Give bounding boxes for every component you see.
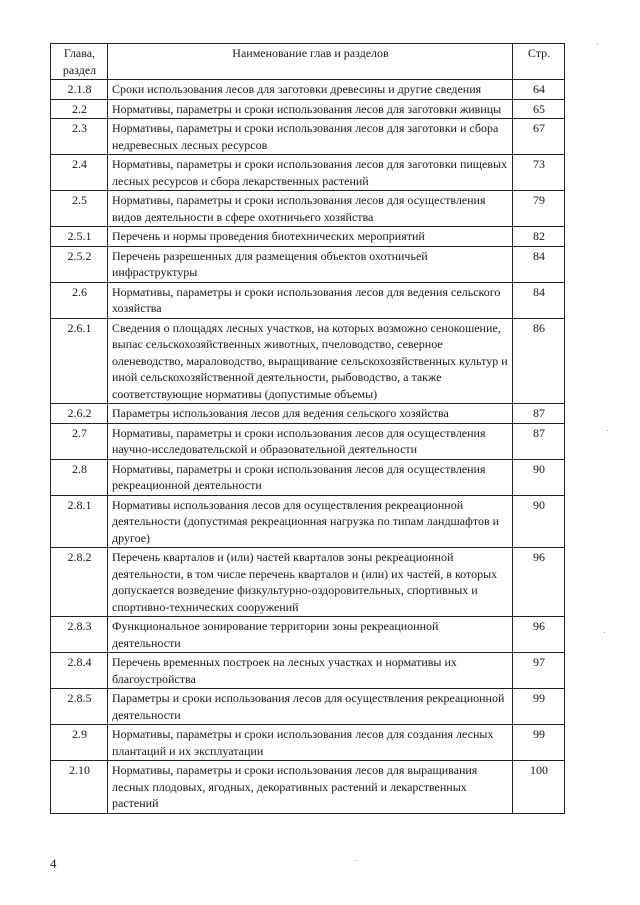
scan-speck: [355, 860, 356, 861]
header-section: Глава, раздел: [51, 44, 108, 80]
header-title: Наименование глав и разделов: [108, 44, 513, 80]
section-title: Сроки использования лесов для заготовки древесины и другие сведения: [108, 80, 513, 100]
section-title: Нормативы, параметры и сроки использования лесов для осуществления видов деятельности в сфере охотничьего хозяйства: [108, 191, 513, 227]
section-title: Перечень временных построек на лесных участках и нормативы их благоустройства: [108, 653, 513, 689]
section-page: 96: [513, 548, 565, 617]
contents-row: [51, 155, 565, 191]
section-number: 2.8.4: [51, 653, 108, 689]
contents-row: [51, 227, 565, 247]
section-number: 2.7: [51, 423, 108, 459]
section-title: Перечень и нормы проведения биотехнических мероприятий: [108, 227, 513, 247]
section-title: Нормативы, параметры и сроки использования лесов для ведения сельского хозяйства: [108, 282, 513, 318]
contents-row: [51, 246, 565, 282]
contents-row: [51, 99, 565, 119]
section-title: Функциональное зонирование территории зоны рекреационной деятельности: [108, 617, 513, 653]
section-number: 2.2: [51, 99, 108, 119]
section-page: 73: [513, 155, 565, 191]
section-title: Нормативы, параметры и сроки использования лесов для выращивания лесных плодовых, ягодных, декоративных растений и лекарственных растений: [108, 761, 513, 814]
section-title: Нормативы, параметры и сроки использования лесов для заготовки и сбора недревесных лесных ресурсов: [108, 119, 513, 155]
section-number: 2.3: [51, 119, 108, 155]
section-page: 84: [513, 282, 565, 318]
section-title: Параметры использования лесов для ведения сельского хозяйства: [108, 404, 513, 424]
contents-row: [51, 617, 565, 653]
section-number: 2.6: [51, 282, 108, 318]
section-title: Сведения о площадях лесных участков, на которых возможно сенокошение, выпас сельскохозяйственных животных, пчеловодство, северное оленеводство, мараловодство, выращивание сельскохозяйственных культур и иной сельскохозяйственной деятельности, рыбоводство, а также соответствующие нормативы (допустимые объемы): [108, 318, 513, 404]
section-page: 79: [513, 191, 565, 227]
contents-row: [51, 318, 565, 404]
section-page: 84: [513, 246, 565, 282]
contents-row: [51, 689, 565, 725]
section-number: 2.8.3: [51, 617, 108, 653]
contents-row: [51, 761, 565, 814]
section-page: 100: [513, 761, 565, 814]
page-number: 4: [50, 856, 57, 871]
section-page: 64: [513, 80, 565, 100]
section-title: Нормативы, параметры и сроки использования лесов для создания лесных плантаций и их эксплуатации: [108, 725, 513, 761]
section-number: 2.10: [51, 761, 108, 814]
section-page: 90: [513, 495, 565, 548]
section-title: Нормативы, параметры и сроки использования лесов для осуществления рекреационной деятельности: [108, 459, 513, 495]
scan-speck: [607, 430, 608, 431]
section-page: 82: [513, 227, 565, 247]
scan-speck: [597, 44, 598, 45]
contents-row: [51, 282, 565, 318]
section-page: 65: [513, 99, 565, 119]
section-number: 2.8.2: [51, 548, 108, 617]
contents-table: [50, 43, 565, 814]
section-number: 2.5: [51, 191, 108, 227]
section-page: 87: [513, 423, 565, 459]
section-number: 2.6.1: [51, 318, 108, 404]
contents-row: [51, 548, 565, 617]
section-number: 2.9: [51, 725, 108, 761]
section-page: 96: [513, 617, 565, 653]
contents-row: [51, 495, 565, 548]
section-number: 2.8.1: [51, 495, 108, 548]
contents-header-row: [51, 44, 565, 80]
contents-row: [51, 191, 565, 227]
section-number: 2.4: [51, 155, 108, 191]
section-title: Параметры и сроки использования лесов для осуществления рекреационной деятельности: [108, 689, 513, 725]
contents-row: [51, 653, 565, 689]
section-title: Нормативы использования лесов для осуществления рекреационной деятельности (допустимая рекреационная нагрузка по типам ландшафтов и другое): [108, 495, 513, 548]
contents-row: [51, 119, 565, 155]
contents-row: [51, 80, 565, 100]
section-title: Нормативы, параметры и сроки использования лесов для заготовки живицы: [108, 99, 513, 119]
section-page: 99: [513, 689, 565, 725]
section-number: 2.6.2: [51, 404, 108, 424]
section-page: 90: [513, 459, 565, 495]
section-title: Перечень кварталов и (или) частей кварталов зоны рекреационной деятельности, в том числе перечень кварталов и (или) их частей, в которых допускается возведение физкультурно-оздоровительных, спортивных и спортивно-технических сооружений: [108, 548, 513, 617]
section-page: 87: [513, 404, 565, 424]
contents-row: [51, 725, 565, 761]
section-number: 2.8: [51, 459, 108, 495]
section-number: 2.1.8: [51, 80, 108, 100]
contents-row: [51, 459, 565, 495]
section-title: Нормативы, параметры и сроки использования лесов для осуществления научно-исследовательской и образовательной деятельности: [108, 423, 513, 459]
section-number: 2.8.5: [51, 689, 108, 725]
scan-speck: [604, 632, 605, 633]
section-page: 86: [513, 318, 565, 404]
section-page: 99: [513, 725, 565, 761]
section-number: 2.5.1: [51, 227, 108, 247]
section-title: Нормативы, параметры и сроки использования лесов для заготовки пищевых лесных ресурсов и сбора лекарственных растений: [108, 155, 513, 191]
section-page: 97: [513, 653, 565, 689]
contents-body: [51, 80, 565, 814]
contents-row: [51, 423, 565, 459]
contents-row: [51, 404, 565, 424]
header-page: Стр.: [513, 44, 565, 80]
section-title: Перечень разрешенных для размещения объектов охотничьей инфраструктуры: [108, 246, 513, 282]
section-page: 67: [513, 119, 565, 155]
section-number: 2.5.2: [51, 246, 108, 282]
